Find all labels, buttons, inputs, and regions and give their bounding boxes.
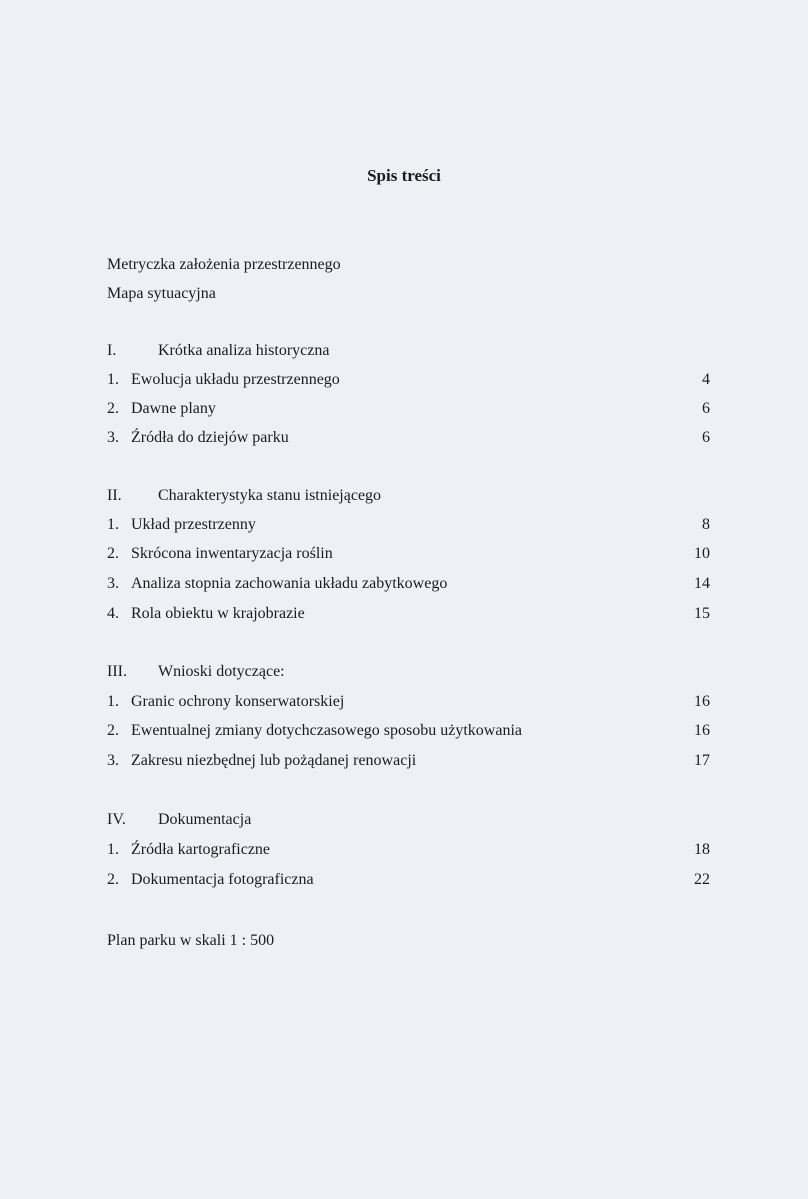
- entry-text: Układ przestrzenny: [131, 516, 256, 533]
- entry-text: Źródła kartograficzne: [131, 841, 271, 858]
- entry-text: Analiza stopnia zachowania układu zabytkowego: [131, 575, 448, 592]
- intro-line-metryczka: Metryczka założenia przestrzennego: [107, 256, 341, 273]
- entry-page: 16: [694, 722, 710, 739]
- section-heading-2: [107, 486, 710, 506]
- toc-entry: [107, 544, 710, 564]
- intro-line-mapa: Mapa sytuacyjna: [107, 285, 216, 302]
- section-title: Wnioski dotyczące:: [158, 663, 285, 680]
- entry-page: 8: [702, 516, 710, 533]
- section-title: Dokumentacja: [158, 811, 252, 828]
- entry-number: 3.: [107, 752, 119, 769]
- entry-text: Granic ochrony konserwatorskiej: [131, 693, 345, 710]
- entry-page: 10: [694, 545, 710, 562]
- entry-number: 1.: [107, 693, 119, 710]
- entry-number: 3.: [107, 575, 119, 592]
- entry-text: Źródła do dziejów parku: [131, 429, 289, 446]
- entry-number: 1.: [107, 371, 119, 388]
- toc-entry: [107, 604, 710, 624]
- section-numeral: II.: [107, 487, 122, 504]
- section-heading-1: [107, 341, 710, 361]
- entry-page: 6: [702, 429, 710, 446]
- entry-page: 4: [702, 371, 710, 388]
- toc-entry: [107, 840, 710, 860]
- toc-entry: [107, 751, 710, 771]
- toc-entry: [107, 428, 710, 448]
- section-heading-4: [107, 810, 710, 830]
- toc-entry: [107, 721, 710, 741]
- page-title: Spis treści: [367, 166, 441, 185]
- entry-page: 6: [702, 400, 710, 417]
- section-title: Charakterystyka stanu istniejącego: [158, 487, 382, 504]
- entry-page: 22: [694, 871, 710, 888]
- entry-page: 14: [694, 575, 710, 592]
- entry-page: 17: [694, 752, 710, 769]
- entry-number: 2.: [107, 545, 119, 562]
- entry-text: Zakresu niezbędnej lub pożądanej renowacji: [131, 752, 417, 769]
- entry-number: 4.: [107, 605, 119, 622]
- entry-page: 15: [694, 605, 710, 622]
- toc-entry: [107, 870, 710, 890]
- entry-text: Skrócona inwentaryzacja roślin: [131, 545, 333, 562]
- toc-entry: [107, 370, 710, 390]
- entry-number: 1.: [107, 841, 119, 858]
- toc-entry: [107, 515, 710, 535]
- section-numeral: III.: [107, 663, 127, 680]
- entry-text: Dokumentacja fotograficzna: [131, 871, 314, 888]
- section-heading-3: [107, 662, 710, 682]
- entry-page: 16: [694, 693, 710, 710]
- entry-text: Rola obiektu w krajobrazie: [131, 605, 305, 622]
- entry-text: Ewentualnej zmiany dotychczasowego sposobu użytkowania: [131, 722, 522, 739]
- entry-number: 2.: [107, 722, 119, 739]
- entry-number: 3.: [107, 429, 119, 446]
- section-numeral: IV.: [107, 811, 126, 828]
- entry-text: Dawne plany: [131, 400, 216, 417]
- entry-text: Ewolucja układu przestrzennego: [131, 371, 340, 388]
- entry-number: 1.: [107, 516, 119, 533]
- toc-entry: [107, 399, 710, 419]
- toc-entry: [107, 574, 710, 594]
- section-numeral: I.: [107, 342, 117, 359]
- entry-number: 2.: [107, 871, 119, 888]
- plan-note: Plan parku w skali 1 : 500: [107, 932, 275, 949]
- entry-page: 18: [694, 841, 710, 858]
- toc-entry: [107, 692, 710, 712]
- entry-number: 2.: [107, 400, 119, 417]
- section-title: Krótka analiza historyczna: [158, 342, 330, 359]
